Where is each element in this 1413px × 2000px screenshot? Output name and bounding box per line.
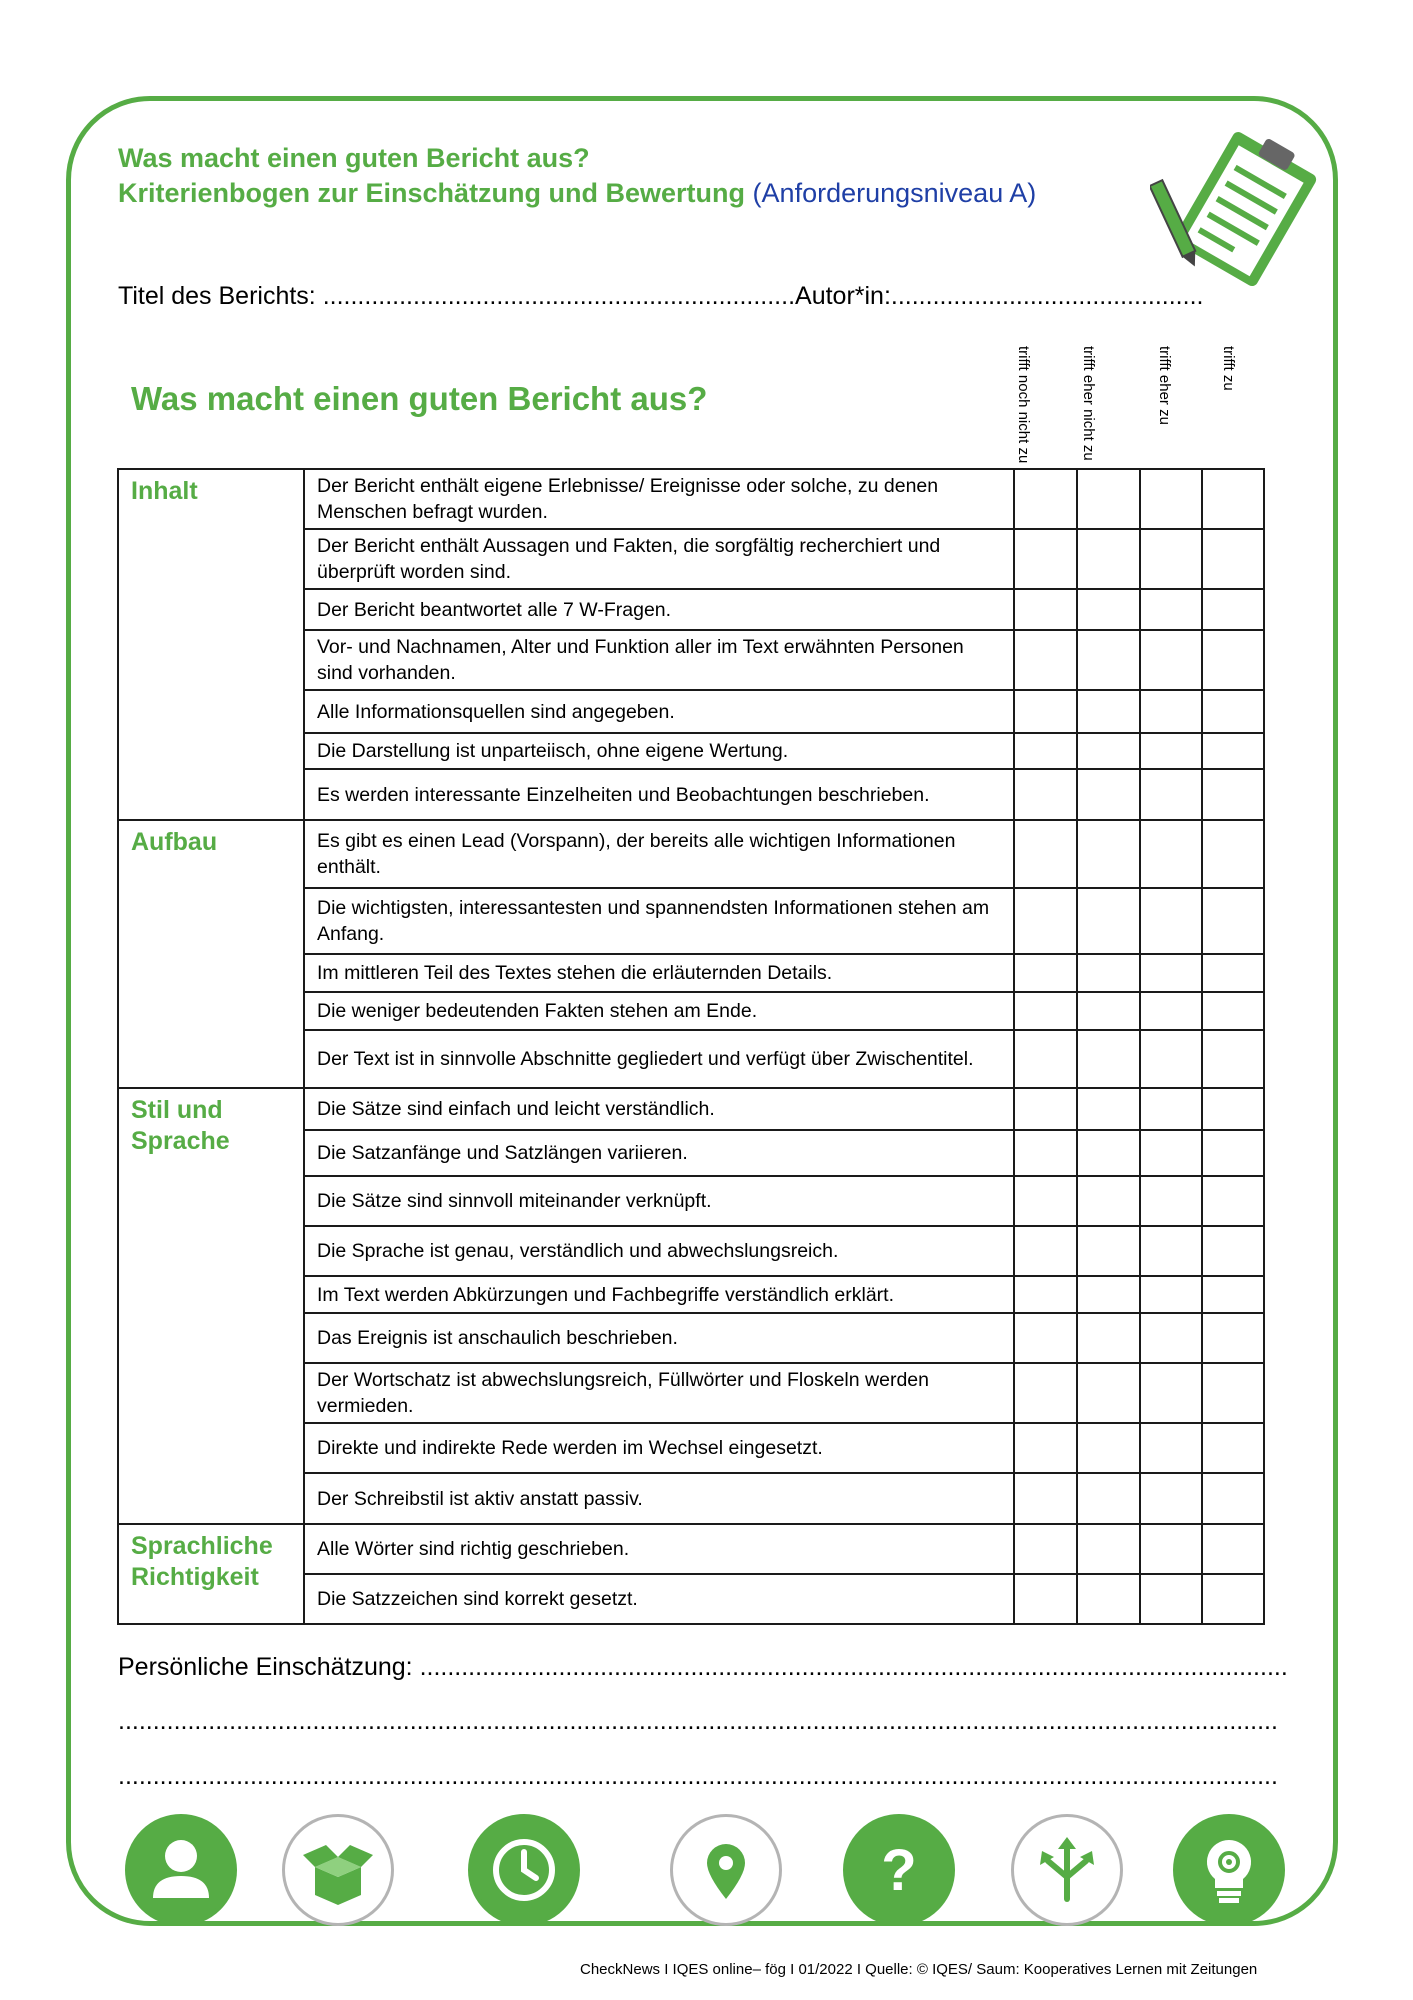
criterion-text: Vor- und Nachnamen, Alter und Funktion aller im Text erwähnten Personen sind vorhanden.	[304, 630, 1014, 690]
rating-cell[interactable]	[1202, 630, 1264, 690]
rating-cell[interactable]	[1202, 769, 1264, 820]
rating-cell[interactable]	[1014, 589, 1077, 630]
rating-cell[interactable]	[1140, 1176, 1202, 1226]
rating-cell[interactable]	[1202, 992, 1264, 1030]
rating-cell[interactable]	[1077, 1473, 1140, 1524]
clock-icon	[468, 1814, 580, 1926]
rating-cell[interactable]	[1077, 1176, 1140, 1226]
rating-cell[interactable]	[1077, 469, 1140, 529]
rating-cell[interactable]	[1014, 1313, 1077, 1363]
rating-cell[interactable]	[1202, 733, 1264, 769]
rating-cell[interactable]	[1202, 820, 1264, 888]
rating-cell[interactable]	[1014, 529, 1077, 589]
rating-cell[interactable]	[1202, 469, 1264, 529]
rating-cell[interactable]	[1202, 1524, 1264, 1574]
rating-cell[interactable]	[1202, 1423, 1264, 1473]
col-header-1: trifft noch nicht zu	[1015, 346, 1032, 464]
notes-line-2[interactable]: .......................................................................................................................................................................	[118, 1707, 1278, 1735]
rating-cell[interactable]	[1140, 1030, 1202, 1088]
rating-cell[interactable]	[1140, 1088, 1202, 1130]
criterion-text: Alle Wörter sind richtig geschrieben.	[304, 1524, 1014, 1574]
rating-cell[interactable]	[1140, 1423, 1202, 1473]
table-row	[118, 1088, 1264, 1130]
rating-cell[interactable]	[1077, 992, 1140, 1030]
category-aufbau: Aufbau	[118, 820, 304, 1088]
footer-credit: CheckNews I IQES online– fög I 01/2022 I Quelle: © IQES/ Saum: Kooperatives Lernen mit Zeitungen	[580, 1961, 1258, 1978]
rating-cell[interactable]	[1014, 1423, 1077, 1473]
question-mark-icon	[843, 1814, 955, 1926]
criterion-text: Der Text ist in sinnvolle Abschnitte gegliedert und verfügt über Zwischentitel.	[304, 1030, 1014, 1088]
rating-cell[interactable]	[1014, 1574, 1077, 1624]
section-heading: Was macht einen guten Bericht aus?	[131, 380, 708, 417]
rating-cell[interactable]	[1014, 769, 1077, 820]
rating-cell[interactable]	[1202, 1473, 1264, 1524]
criterion-text: Die Sätze sind sinnvoll miteinander verknüpft.	[304, 1176, 1014, 1226]
rating-cell[interactable]	[1202, 1276, 1264, 1313]
rating-cell[interactable]	[1140, 1524, 1202, 1574]
criterion-text: Die Darstellung ist unparteiisch, ohne eigene Wertung.	[304, 733, 1014, 769]
category-stil-und-sprache: Stil und Sprache	[118, 1088, 304, 1524]
rating-cell[interactable]	[1014, 1226, 1077, 1276]
rating-cell[interactable]	[1014, 1130, 1077, 1176]
level-label: (Anforderungsniveau A)	[752, 178, 1037, 208]
rating-cell[interactable]	[1077, 529, 1140, 589]
rating-cell[interactable]	[1014, 1030, 1077, 1088]
table-row	[118, 820, 1264, 888]
rating-cell[interactable]	[1202, 1030, 1264, 1088]
rating-cell[interactable]	[1202, 1088, 1264, 1130]
rating-cell[interactable]	[1202, 1363, 1264, 1423]
rating-cell[interactable]	[1140, 733, 1202, 769]
criteria-table	[117, 468, 1265, 1625]
category-sprachliche-richtigkeit: Sprachliche Richtigkeit	[118, 1524, 304, 1624]
criterion-text: Die Sprache ist genau, verständlich und abwechslungsreich.	[304, 1226, 1014, 1276]
rating-cell[interactable]	[1140, 1473, 1202, 1524]
rating-cell[interactable]	[1202, 888, 1264, 954]
criterion-text: Der Bericht enthält eigene Erlebnisse/ Ereignisse oder solche, zu denen Menschen befragt wurden.	[304, 469, 1014, 529]
person-icon	[125, 1814, 237, 1926]
rating-cell[interactable]	[1014, 1088, 1077, 1130]
title-line-1: Was macht einen guten Bericht aus?	[118, 143, 590, 173]
rating-cell[interactable]	[1140, 469, 1202, 529]
rating-cell[interactable]	[1077, 1313, 1140, 1363]
rating-cell[interactable]	[1140, 1226, 1202, 1276]
rating-cell[interactable]	[1140, 529, 1202, 589]
title-author-line: Titel des Berichts: ....................................................................Autor*in:.............................................	[118, 282, 1204, 310]
rating-cell[interactable]	[1014, 630, 1077, 690]
rating-cell[interactable]	[1014, 690, 1077, 733]
rating-cell[interactable]	[1077, 630, 1140, 690]
rating-cell[interactable]	[1140, 630, 1202, 690]
rating-cell[interactable]	[1202, 1574, 1264, 1624]
rating-cell[interactable]	[1077, 954, 1140, 992]
svg-text:?: ?	[881, 1838, 917, 1903]
rating-cell[interactable]	[1140, 1363, 1202, 1423]
criterion-text: Direkte und indirekte Rede werden im Wechsel eingesetzt.	[304, 1423, 1014, 1473]
title-text: Kriterienbogen zur Einschätzung und Bewertung	[118, 178, 746, 208]
rating-cell[interactable]	[1077, 589, 1140, 630]
rating-cell[interactable]	[1014, 1176, 1077, 1226]
rating-cell[interactable]	[1014, 1363, 1077, 1423]
rating-cell[interactable]	[1077, 888, 1140, 954]
rating-cell[interactable]	[1014, 888, 1077, 954]
rating-cell[interactable]	[1202, 1226, 1264, 1276]
rating-cell[interactable]	[1077, 733, 1140, 769]
rating-cell[interactable]	[1140, 1574, 1202, 1624]
rating-cell[interactable]	[1014, 1524, 1077, 1574]
lightbulb-gear-icon	[1173, 1814, 1285, 1926]
rating-cell[interactable]	[1202, 954, 1264, 992]
criterion-text: Alle Informationsquellen sind angegeben.	[304, 690, 1014, 733]
col-header-3: trifft eher zu	[1156, 346, 1173, 425]
criterion-text: Im Text werden Abkürzungen und Fachbegriffe verständlich erklärt.	[304, 1276, 1014, 1313]
criterion-text: Es werden interessante Einzelheiten und Beobachtungen beschrieben.	[304, 769, 1014, 820]
title-line-2	[118, 178, 1036, 209]
open-box-icon	[282, 1814, 394, 1926]
criterion-text: Der Schreibstil ist aktiv anstatt passiv.	[304, 1473, 1014, 1524]
criterion-text: Die wichtigsten, interessantesten und spannendsten Informationen stehen am Anfang.	[304, 888, 1014, 954]
rating-cell[interactable]	[1077, 1130, 1140, 1176]
personal-assessment-line[interactable]: Persönliche Einschätzung: .............................................................................................................................	[118, 1653, 1288, 1681]
clipboard-icon	[1150, 128, 1322, 298]
rating-cell[interactable]	[1202, 1176, 1264, 1226]
col-header-2: trifft eher nicht zu	[1080, 346, 1097, 461]
rating-cell[interactable]	[1202, 529, 1264, 589]
rating-cell[interactable]	[1140, 589, 1202, 630]
rating-cell[interactable]	[1077, 1524, 1140, 1574]
rating-cell[interactable]	[1202, 589, 1264, 630]
criterion-text: Der Wortschatz ist abwechslungsreich, Füllwörter und Floskeln werden vermieden.	[304, 1363, 1014, 1423]
rating-cell[interactable]	[1140, 1313, 1202, 1363]
criterion-text: Der Bericht enthält Aussagen und Fakten, die sorgfältig recherchiert und überprüft worden sind.	[304, 529, 1014, 589]
criterion-text: Die Satzanfänge und Satzlängen variieren.	[304, 1130, 1014, 1176]
rating-cell[interactable]	[1140, 1130, 1202, 1176]
rating-cell[interactable]	[1202, 690, 1264, 733]
rating-cell[interactable]	[1014, 1473, 1077, 1524]
rating-cell[interactable]	[1077, 1423, 1140, 1473]
criterion-text: Das Ereignis ist anschaulich beschrieben.	[304, 1313, 1014, 1363]
rating-cell[interactable]	[1077, 1030, 1140, 1088]
rating-cell[interactable]	[1077, 1226, 1140, 1276]
rating-cell[interactable]	[1140, 690, 1202, 733]
rating-cell[interactable]	[1140, 888, 1202, 954]
direction-arrows-icon	[1011, 1814, 1123, 1926]
rating-cell[interactable]	[1077, 1276, 1140, 1313]
criterion-text: Der Bericht beantwortet alle 7 W-Fragen.	[304, 589, 1014, 630]
rating-cell[interactable]	[1014, 469, 1077, 529]
criterion-text: Die weniger bedeutenden Fakten stehen am Ende.	[304, 992, 1014, 1030]
rating-cell[interactable]	[1014, 733, 1077, 769]
rating-cell[interactable]	[1014, 954, 1077, 992]
location-pin-icon	[670, 1814, 782, 1926]
table-row	[118, 469, 1264, 529]
rating-cell[interactable]	[1077, 1574, 1140, 1624]
rating-cell[interactable]	[1077, 1363, 1140, 1423]
criterion-text: Die Sätze sind einfach und leicht verständlich.	[304, 1088, 1014, 1130]
rating-cell[interactable]	[1202, 1130, 1264, 1176]
rating-cell[interactable]	[1140, 820, 1202, 888]
rating-cell[interactable]	[1140, 769, 1202, 820]
category-inhalt: Inhalt	[118, 469, 304, 820]
notes-line-3[interactable]: .......................................................................................................................................................................	[118, 1762, 1278, 1790]
rating-cell[interactable]	[1077, 820, 1140, 888]
rating-cell[interactable]	[1077, 769, 1140, 820]
rating-cell[interactable]	[1077, 1088, 1140, 1130]
rating-cell[interactable]	[1140, 954, 1202, 992]
rating-cell[interactable]	[1077, 690, 1140, 733]
criterion-text: Im mittleren Teil des Textes stehen die erläuternden Details.	[304, 954, 1014, 992]
rating-cell[interactable]	[1014, 992, 1077, 1030]
criterion-text: Die Satzzeichen sind korrekt gesetzt.	[304, 1574, 1014, 1624]
rating-cell[interactable]	[1202, 1313, 1264, 1363]
criterion-text: Es gibt es einen Lead (Vorspann), der bereits alle wichtigen Informationen enthält.	[304, 820, 1014, 888]
rating-cell[interactable]	[1014, 1276, 1077, 1313]
rating-cell[interactable]	[1014, 820, 1077, 888]
col-header-4: trifft zu	[1220, 346, 1237, 391]
table-row	[118, 1524, 1264, 1574]
rating-cell[interactable]	[1140, 992, 1202, 1030]
rating-cell[interactable]	[1140, 1276, 1202, 1313]
